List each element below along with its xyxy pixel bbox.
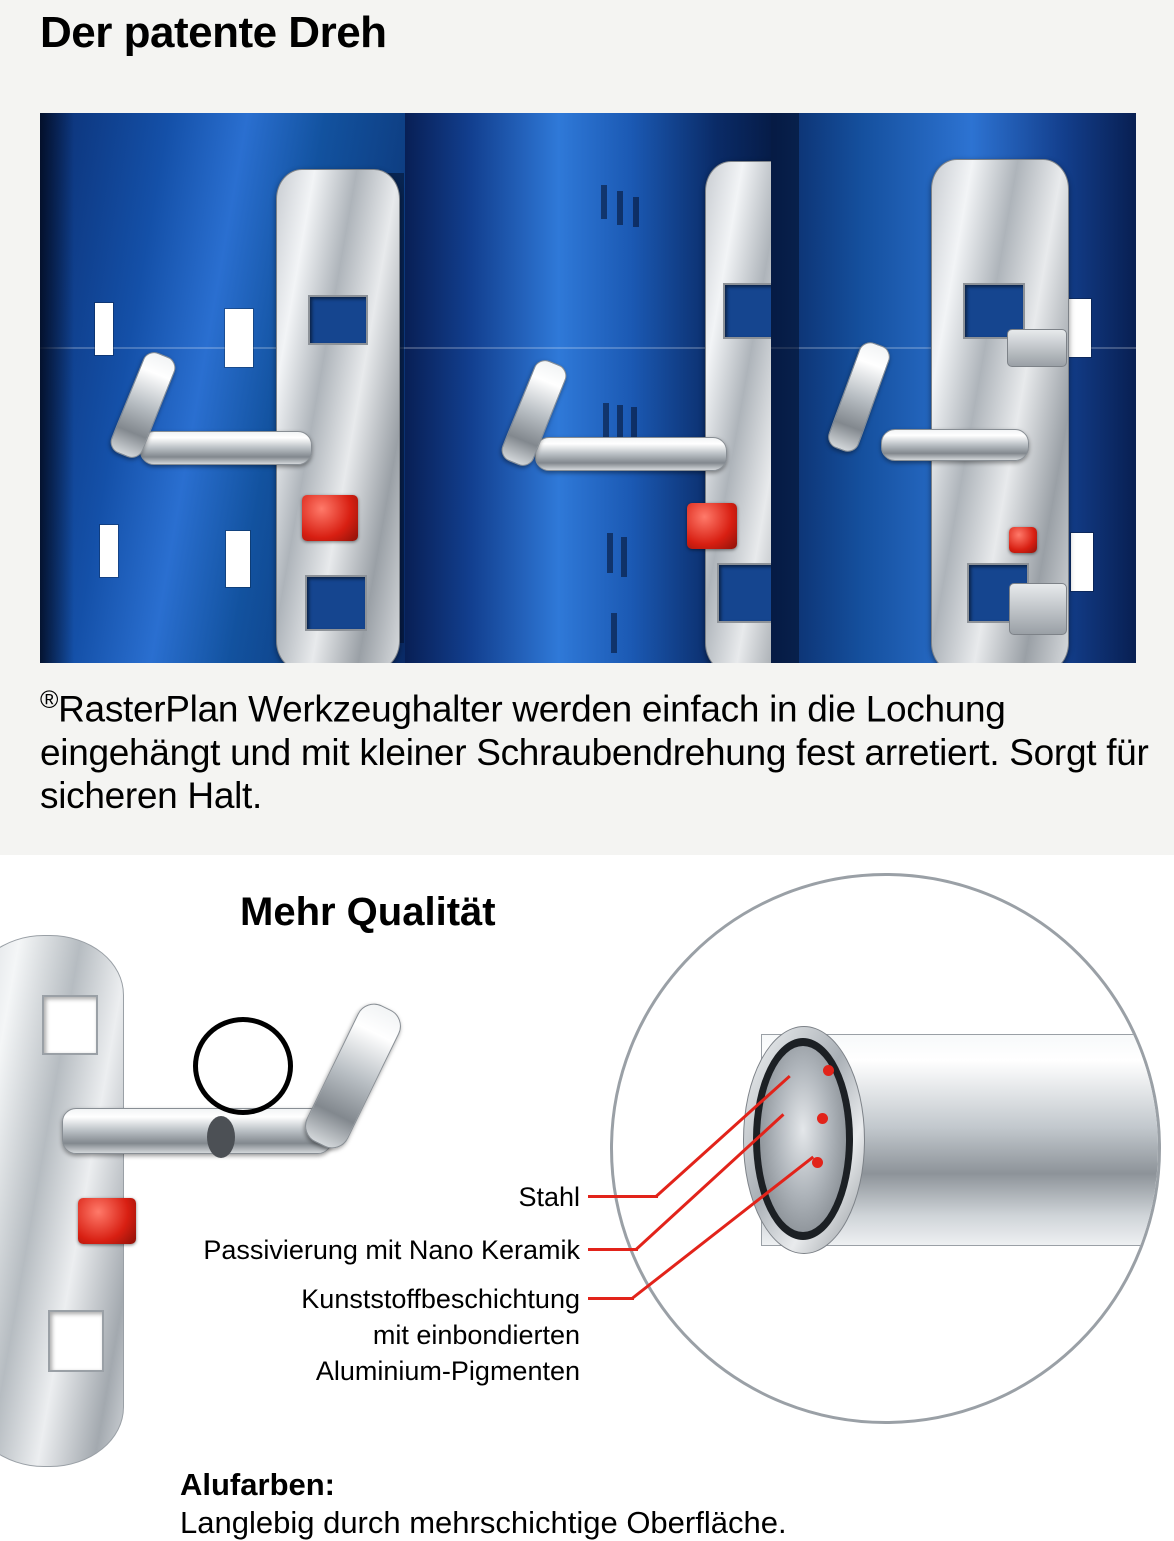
- holder-plate-hole: [717, 563, 771, 623]
- photo-step-2: [405, 113, 771, 663]
- panel-slot: [100, 525, 118, 577]
- holder-tab: [1007, 329, 1067, 367]
- tube-cut-face: [207, 1116, 235, 1158]
- red-locking-screw: [1009, 527, 1037, 553]
- leader-dot-stahl: [823, 1065, 834, 1076]
- alufarben-heading: Alufarben:: [180, 1467, 335, 1502]
- panel-slot: [633, 197, 639, 227]
- holder-plate-hole: [308, 295, 368, 345]
- label-passivierung: Passivierung mit Nano Keramik: [203, 1235, 580, 1265]
- panel-slot: [611, 613, 617, 653]
- label-kunststoffbeschichtung: Kunststoffbeschichtung: [301, 1284, 580, 1314]
- panel-slot: [1071, 533, 1093, 591]
- holder-tab: [1009, 583, 1067, 635]
- panel-slot: [601, 185, 607, 219]
- tube-inner-bore: [760, 1046, 846, 1232]
- leader-dot-kunststoff: [812, 1157, 823, 1168]
- detail-zoom-marker: [193, 1017, 293, 1115]
- hook-rod-horizontal: [62, 1108, 332, 1154]
- red-locking-screw: [687, 503, 737, 549]
- label-stahl: Stahl: [518, 1182, 580, 1212]
- label-kunststoff-line3: Aluminium-Pigmenten: [315, 1356, 580, 1386]
- holder-plate-hole: [42, 995, 98, 1055]
- hook-rod-horizontal: [535, 437, 727, 471]
- photo-step-1: [40, 113, 405, 663]
- panel-slot: [617, 191, 623, 225]
- panel-slot: [226, 531, 250, 587]
- panel-edge-shadow: [40, 113, 74, 663]
- leader-line-stahl-h: [588, 1195, 658, 1198]
- photo-strip: [40, 113, 1136, 663]
- hook-rod-horizontal: [140, 431, 312, 465]
- panel-slot: [1069, 299, 1091, 357]
- leader-dot-passivierung: [817, 1113, 828, 1124]
- holder-plate-hole: [305, 575, 367, 631]
- hook-rod-horizontal: [881, 429, 1029, 461]
- holder-plate-hole: [48, 1310, 104, 1372]
- section-title-quality: Mehr Qualität: [240, 890, 496, 934]
- photo-step-3: [771, 113, 1136, 663]
- leader-line-kunststoff-h: [588, 1297, 634, 1300]
- cross-section-detail: [610, 873, 1161, 1424]
- caption-body: RasterPlan Werkzeughalter werden einfach in die Lochung eingehängt und mit kleiner Schraubendrehung fest arretiert. Sorgt für sicheren Halt.: [40, 688, 1149, 816]
- registered-mark: ®: [40, 686, 59, 714]
- panel-slot: [225, 309, 253, 367]
- leader-line-passivierung-h: [588, 1248, 638, 1251]
- caption-text: [40, 686, 1155, 817]
- page-title: Der patente Dreh: [40, 8, 387, 57]
- panel-slot: [607, 533, 613, 573]
- panel-slot: [95, 303, 113, 355]
- red-locking-screw: [302, 495, 358, 541]
- holder-plate-hole: [723, 283, 771, 339]
- panel-edge-shadow: [771, 113, 799, 663]
- alufarben-description: Langlebig durch mehrschichtige Oberfläche.: [180, 1505, 787, 1540]
- label-kunststoff-line2: mit einbondierten: [372, 1320, 580, 1350]
- panel-slot: [621, 537, 627, 577]
